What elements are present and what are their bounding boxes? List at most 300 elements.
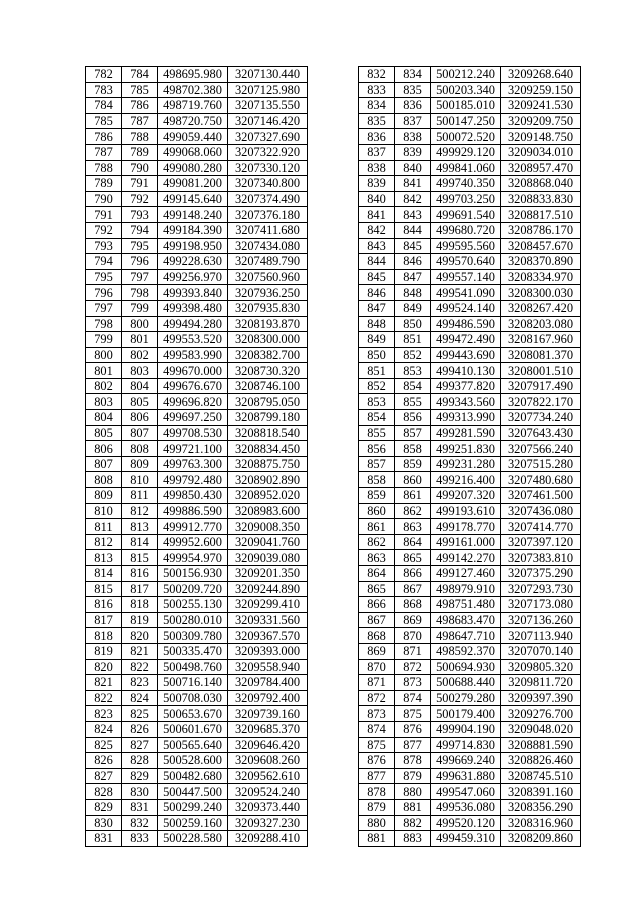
point-from-cell: 787 — [86, 144, 122, 160]
point-to-cell: 835 — [395, 82, 431, 98]
y-coordinate-cell: 3208300.000 — [228, 332, 308, 348]
table-row — [359, 534, 581, 550]
x-coordinate-cell: 500209.720 — [158, 581, 228, 597]
table-row — [359, 831, 581, 847]
table-row — [359, 488, 581, 504]
y-coordinate-cell: 3209241.530 — [501, 98, 581, 114]
y-coordinate-cell: 3207411.680 — [228, 222, 308, 238]
y-coordinate-cell: 3208868.040 — [501, 176, 581, 192]
point-from-cell: 854 — [359, 410, 395, 426]
table-row — [86, 144, 308, 160]
y-coordinate-cell: 3208817.510 — [501, 207, 581, 223]
table-row — [359, 98, 581, 114]
point-to-cell: 838 — [395, 129, 431, 145]
point-from-cell: 873 — [359, 706, 395, 722]
point-to-cell: 823 — [122, 675, 158, 691]
table-row — [359, 332, 581, 348]
y-coordinate-cell: 3209244.890 — [228, 581, 308, 597]
point-to-cell: 810 — [122, 472, 158, 488]
point-to-cell: 809 — [122, 456, 158, 472]
point-from-cell: 863 — [359, 550, 395, 566]
point-from-cell: 808 — [86, 472, 122, 488]
y-coordinate-cell: 3209373.440 — [228, 799, 308, 815]
x-coordinate-cell: 499541.090 — [431, 285, 501, 301]
y-coordinate-cell: 3209558.940 — [228, 659, 308, 675]
table-row — [359, 675, 581, 691]
table-row — [359, 160, 581, 176]
x-coordinate-cell: 499472.490 — [431, 332, 501, 348]
table-row — [86, 659, 308, 675]
point-from-cell: 878 — [359, 784, 395, 800]
point-to-cell: 796 — [122, 254, 158, 270]
table-row — [86, 784, 308, 800]
point-from-cell: 850 — [359, 347, 395, 363]
table-row — [86, 799, 308, 815]
point-from-cell: 782 — [86, 67, 122, 83]
point-to-cell: 795 — [122, 238, 158, 254]
point-to-cell: 860 — [395, 472, 431, 488]
x-coordinate-cell: 499281.590 — [431, 425, 501, 441]
point-to-cell: 817 — [122, 581, 158, 597]
point-from-cell: 874 — [359, 721, 395, 737]
table-row — [359, 410, 581, 426]
table-row — [86, 113, 308, 129]
point-from-cell: 875 — [359, 737, 395, 753]
table-row — [86, 238, 308, 254]
point-to-cell: 819 — [122, 612, 158, 628]
y-coordinate-cell: 3209397.390 — [501, 690, 581, 706]
point-from-cell: 858 — [359, 472, 395, 488]
table-row — [86, 300, 308, 316]
point-from-cell: 801 — [86, 363, 122, 379]
y-coordinate-cell: 3208334.970 — [501, 269, 581, 285]
table-row — [359, 472, 581, 488]
point-from-cell: 821 — [86, 675, 122, 691]
y-coordinate-cell: 3208875.750 — [228, 456, 308, 472]
y-coordinate-cell: 3208267.420 — [501, 300, 581, 316]
point-from-cell: 804 — [86, 410, 122, 426]
point-to-cell: 840 — [395, 160, 431, 176]
table-row — [359, 768, 581, 784]
y-coordinate-cell: 3207734.240 — [501, 410, 581, 426]
y-coordinate-cell: 3208193.870 — [228, 316, 308, 332]
point-from-cell: 811 — [86, 519, 122, 535]
y-coordinate-cell: 3208745.510 — [501, 768, 581, 784]
y-coordinate-cell: 3208786.170 — [501, 222, 581, 238]
y-coordinate-cell: 3207397.120 — [501, 534, 581, 550]
point-to-cell: 880 — [395, 784, 431, 800]
point-to-cell: 865 — [395, 550, 431, 566]
x-coordinate-cell: 499670.000 — [158, 363, 228, 379]
table-row — [86, 737, 308, 753]
table-row — [359, 222, 581, 238]
point-to-cell: 793 — [122, 207, 158, 223]
point-from-cell: 827 — [86, 768, 122, 784]
table-row — [359, 238, 581, 254]
point-to-cell: 806 — [122, 410, 158, 426]
point-from-cell: 836 — [359, 129, 395, 145]
point-from-cell: 855 — [359, 425, 395, 441]
point-from-cell: 851 — [359, 363, 395, 379]
point-to-cell: 841 — [395, 176, 431, 192]
x-coordinate-cell: 499198.950 — [158, 238, 228, 254]
table-row — [86, 690, 308, 706]
x-coordinate-cell: 499127.460 — [431, 566, 501, 582]
table-row — [86, 706, 308, 722]
point-to-cell: 788 — [122, 129, 158, 145]
y-coordinate-cell: 3207383.810 — [501, 550, 581, 566]
point-from-cell: 834 — [359, 98, 395, 114]
point-to-cell: 839 — [395, 144, 431, 160]
table-body — [86, 67, 308, 847]
table-row — [86, 191, 308, 207]
point-from-cell: 816 — [86, 597, 122, 613]
y-coordinate-cell: 3209367.570 — [228, 628, 308, 644]
point-to-cell: 800 — [122, 316, 158, 332]
table-row — [86, 643, 308, 659]
point-to-cell: 812 — [122, 503, 158, 519]
y-coordinate-cell: 3209739.160 — [228, 706, 308, 722]
y-coordinate-cell: 3207515.280 — [501, 456, 581, 472]
y-coordinate-cell: 3209039.080 — [228, 550, 308, 566]
y-coordinate-cell: 3209268.640 — [501, 67, 581, 83]
y-coordinate-cell: 3208316.960 — [501, 815, 581, 831]
point-to-cell: 830 — [122, 784, 158, 800]
x-coordinate-cell: 499228.630 — [158, 254, 228, 270]
x-coordinate-cell: 499850.430 — [158, 488, 228, 504]
table-row — [359, 363, 581, 379]
y-coordinate-cell: 3209209.750 — [501, 113, 581, 129]
x-coordinate-cell: 499696.820 — [158, 394, 228, 410]
point-from-cell: 793 — [86, 238, 122, 254]
point-from-cell: 794 — [86, 254, 122, 270]
y-coordinate-cell: 3207374.490 — [228, 191, 308, 207]
table-row — [359, 815, 581, 831]
y-coordinate-cell: 3209259.150 — [501, 82, 581, 98]
y-coordinate-cell: 3208730.320 — [228, 363, 308, 379]
point-from-cell: 795 — [86, 269, 122, 285]
x-coordinate-cell: 499904.190 — [431, 721, 501, 737]
x-coordinate-cell: 499494.280 — [158, 316, 228, 332]
point-from-cell: 799 — [86, 332, 122, 348]
x-coordinate-cell: 499669.240 — [431, 753, 501, 769]
table-row — [86, 534, 308, 550]
table-row — [359, 550, 581, 566]
point-from-cell: 859 — [359, 488, 395, 504]
point-from-cell: 830 — [86, 815, 122, 831]
table-row — [86, 394, 308, 410]
table-row — [359, 144, 581, 160]
table-row — [359, 378, 581, 394]
y-coordinate-cell: 3207489.790 — [228, 254, 308, 270]
table-row — [359, 628, 581, 644]
y-coordinate-cell: 3208834.450 — [228, 441, 308, 457]
point-from-cell: 788 — [86, 160, 122, 176]
table-row — [359, 659, 581, 675]
x-coordinate-cell: 499443.690 — [431, 347, 501, 363]
table-row — [86, 831, 308, 847]
point-from-cell: 819 — [86, 643, 122, 659]
x-coordinate-cell: 499216.400 — [431, 472, 501, 488]
table-row — [359, 300, 581, 316]
x-coordinate-cell: 499148.240 — [158, 207, 228, 223]
y-coordinate-cell: 3209805.320 — [501, 659, 581, 675]
point-to-cell: 816 — [122, 566, 158, 582]
table-row — [86, 160, 308, 176]
point-to-cell: 876 — [395, 721, 431, 737]
y-coordinate-cell: 3208203.080 — [501, 316, 581, 332]
point-to-cell: 789 — [122, 144, 158, 160]
point-to-cell: 848 — [395, 285, 431, 301]
table-row — [86, 456, 308, 472]
table-row — [86, 815, 308, 831]
point-from-cell: 820 — [86, 659, 122, 675]
y-coordinate-cell: 3209299.410 — [228, 597, 308, 613]
x-coordinate-cell: 500280.010 — [158, 612, 228, 628]
x-coordinate-cell: 499740.350 — [431, 176, 501, 192]
x-coordinate-cell: 499595.560 — [431, 238, 501, 254]
y-coordinate-cell: 3207480.680 — [501, 472, 581, 488]
point-from-cell: 829 — [86, 799, 122, 815]
x-coordinate-cell: 499631.880 — [431, 768, 501, 784]
y-coordinate-cell: 3207136.260 — [501, 612, 581, 628]
point-to-cell: 797 — [122, 269, 158, 285]
point-from-cell: 835 — [359, 113, 395, 129]
x-coordinate-cell: 500694.930 — [431, 659, 501, 675]
y-coordinate-cell: 3207822.170 — [501, 394, 581, 410]
x-coordinate-cell: 500688.440 — [431, 675, 501, 691]
point-to-cell: 881 — [395, 799, 431, 815]
y-coordinate-cell: 3209331.560 — [228, 612, 308, 628]
point-from-cell: 844 — [359, 254, 395, 270]
point-from-cell: 825 — [86, 737, 122, 753]
point-to-cell: 842 — [395, 191, 431, 207]
y-coordinate-cell: 3207135.550 — [228, 98, 308, 114]
x-coordinate-cell: 499703.250 — [431, 191, 501, 207]
x-coordinate-cell: 500299.240 — [158, 799, 228, 815]
point-from-cell: 880 — [359, 815, 395, 831]
y-coordinate-cell: 3207322.920 — [228, 144, 308, 160]
table-row — [86, 566, 308, 582]
y-coordinate-cell: 3209048.020 — [501, 721, 581, 737]
point-to-cell: 862 — [395, 503, 431, 519]
x-coordinate-cell: 499256.970 — [158, 269, 228, 285]
x-coordinate-cell: 499520.120 — [431, 815, 501, 831]
point-from-cell: 845 — [359, 269, 395, 285]
coordinate-table-left — [85, 66, 308, 847]
y-coordinate-cell: 3208370.890 — [501, 254, 581, 270]
y-coordinate-cell: 3208983.600 — [228, 503, 308, 519]
table-row — [86, 82, 308, 98]
point-from-cell: 805 — [86, 425, 122, 441]
table-row — [359, 254, 581, 270]
point-from-cell: 847 — [359, 300, 395, 316]
y-coordinate-cell: 3207173.080 — [501, 597, 581, 613]
y-coordinate-cell: 3209288.410 — [228, 831, 308, 847]
table-row — [86, 410, 308, 426]
x-coordinate-cell: 499954.970 — [158, 550, 228, 566]
point-from-cell: 868 — [359, 628, 395, 644]
point-from-cell: 848 — [359, 316, 395, 332]
table-body — [359, 67, 581, 847]
y-coordinate-cell: 3208356.290 — [501, 799, 581, 815]
table-row — [359, 597, 581, 613]
table-row — [86, 316, 308, 332]
y-coordinate-cell: 3207327.690 — [228, 129, 308, 145]
point-to-cell: 846 — [395, 254, 431, 270]
y-coordinate-cell: 3208001.510 — [501, 363, 581, 379]
point-to-cell: 804 — [122, 378, 158, 394]
point-to-cell: 785 — [122, 82, 158, 98]
x-coordinate-cell: 499145.640 — [158, 191, 228, 207]
coordinate-table-right — [358, 66, 581, 847]
point-from-cell: 837 — [359, 144, 395, 160]
y-coordinate-cell: 3209562.610 — [228, 768, 308, 784]
table-row — [359, 191, 581, 207]
point-to-cell: 803 — [122, 363, 158, 379]
x-coordinate-cell: 499393.840 — [158, 285, 228, 301]
x-coordinate-cell: 499410.130 — [431, 363, 501, 379]
point-from-cell: 864 — [359, 566, 395, 582]
table-row — [359, 285, 581, 301]
point-to-cell: 864 — [395, 534, 431, 550]
point-to-cell: 873 — [395, 675, 431, 691]
table-row — [359, 347, 581, 363]
point-to-cell: 853 — [395, 363, 431, 379]
point-to-cell: 794 — [122, 222, 158, 238]
table-row — [359, 67, 581, 83]
point-to-cell: 786 — [122, 98, 158, 114]
point-from-cell: 872 — [359, 690, 395, 706]
table-row — [86, 628, 308, 644]
y-coordinate-cell: 3209276.700 — [501, 706, 581, 722]
y-coordinate-cell: 3207461.500 — [501, 488, 581, 504]
x-coordinate-cell: 498702.380 — [158, 82, 228, 98]
y-coordinate-cell: 3207436.080 — [501, 503, 581, 519]
x-coordinate-cell: 499486.590 — [431, 316, 501, 332]
table-row — [359, 113, 581, 129]
point-to-cell: 844 — [395, 222, 431, 238]
point-from-cell: 807 — [86, 456, 122, 472]
point-to-cell: 870 — [395, 628, 431, 644]
x-coordinate-cell: 499231.280 — [431, 456, 501, 472]
point-to-cell: 837 — [395, 113, 431, 129]
x-coordinate-cell: 500565.640 — [158, 737, 228, 753]
point-from-cell: 817 — [86, 612, 122, 628]
y-coordinate-cell: 3208391.160 — [501, 784, 581, 800]
point-to-cell: 847 — [395, 269, 431, 285]
y-coordinate-cell: 3209646.420 — [228, 737, 308, 753]
table-row — [359, 784, 581, 800]
y-coordinate-cell: 3208881.590 — [501, 737, 581, 753]
point-from-cell: 828 — [86, 784, 122, 800]
point-from-cell: 869 — [359, 643, 395, 659]
point-from-cell: 879 — [359, 799, 395, 815]
point-to-cell: 826 — [122, 721, 158, 737]
x-coordinate-cell: 499207.320 — [431, 488, 501, 504]
x-coordinate-cell: 498592.370 — [431, 643, 501, 659]
point-from-cell: 823 — [86, 706, 122, 722]
point-to-cell: 851 — [395, 332, 431, 348]
point-from-cell: 870 — [359, 659, 395, 675]
table-row — [86, 269, 308, 285]
table-row — [86, 721, 308, 737]
table-row — [359, 721, 581, 737]
x-coordinate-cell: 499536.080 — [431, 799, 501, 815]
x-coordinate-cell: 499886.590 — [158, 503, 228, 519]
point-to-cell: 829 — [122, 768, 158, 784]
x-coordinate-cell: 500279.280 — [431, 690, 501, 706]
point-to-cell: 854 — [395, 378, 431, 394]
y-coordinate-cell: 3209608.260 — [228, 753, 308, 769]
x-coordinate-cell: 499763.300 — [158, 456, 228, 472]
point-to-cell: 792 — [122, 191, 158, 207]
point-from-cell: 813 — [86, 550, 122, 566]
point-to-cell: 784 — [122, 67, 158, 83]
point-from-cell: 840 — [359, 191, 395, 207]
x-coordinate-cell: 498683.470 — [431, 612, 501, 628]
point-to-cell: 807 — [122, 425, 158, 441]
point-from-cell: 865 — [359, 581, 395, 597]
point-to-cell: 869 — [395, 612, 431, 628]
y-coordinate-cell: 3208209.860 — [501, 831, 581, 847]
point-from-cell: 841 — [359, 207, 395, 223]
table-row — [359, 316, 581, 332]
point-to-cell: 818 — [122, 597, 158, 613]
point-from-cell: 796 — [86, 285, 122, 301]
table-row — [86, 176, 308, 192]
y-coordinate-cell: 3208957.470 — [501, 160, 581, 176]
table-row — [86, 425, 308, 441]
point-from-cell: 822 — [86, 690, 122, 706]
table-row — [359, 519, 581, 535]
point-to-cell: 805 — [122, 394, 158, 410]
y-coordinate-cell: 3209393.000 — [228, 643, 308, 659]
point-to-cell: 882 — [395, 815, 431, 831]
x-coordinate-cell: 499251.830 — [431, 441, 501, 457]
table-row — [86, 285, 308, 301]
y-coordinate-cell: 3208382.700 — [228, 347, 308, 363]
point-to-cell: 811 — [122, 488, 158, 504]
table-row — [86, 347, 308, 363]
point-from-cell: 843 — [359, 238, 395, 254]
y-coordinate-cell: 3207376.180 — [228, 207, 308, 223]
point-to-cell: 866 — [395, 566, 431, 582]
x-coordinate-cell: 499952.600 — [158, 534, 228, 550]
x-coordinate-cell: 499459.310 — [431, 831, 501, 847]
x-coordinate-cell: 499691.540 — [431, 207, 501, 223]
x-coordinate-cell: 499059.440 — [158, 129, 228, 145]
x-coordinate-cell: 500179.400 — [431, 706, 501, 722]
y-coordinate-cell: 3207414.770 — [501, 519, 581, 535]
x-coordinate-cell: 499553.520 — [158, 332, 228, 348]
point-from-cell: 860 — [359, 503, 395, 519]
x-coordinate-cell: 500072.520 — [431, 129, 501, 145]
point-from-cell: 812 — [86, 534, 122, 550]
x-coordinate-cell: 500259.160 — [158, 815, 228, 831]
point-to-cell: 821 — [122, 643, 158, 659]
point-from-cell: 832 — [359, 67, 395, 83]
point-from-cell: 784 — [86, 98, 122, 114]
point-to-cell: 825 — [122, 706, 158, 722]
point-to-cell: 791 — [122, 176, 158, 192]
y-coordinate-cell: 3207917.490 — [501, 378, 581, 394]
y-coordinate-cell: 3209784.400 — [228, 675, 308, 691]
table-row — [86, 98, 308, 114]
point-to-cell: 878 — [395, 753, 431, 769]
y-coordinate-cell: 3209148.750 — [501, 129, 581, 145]
point-to-cell: 852 — [395, 347, 431, 363]
